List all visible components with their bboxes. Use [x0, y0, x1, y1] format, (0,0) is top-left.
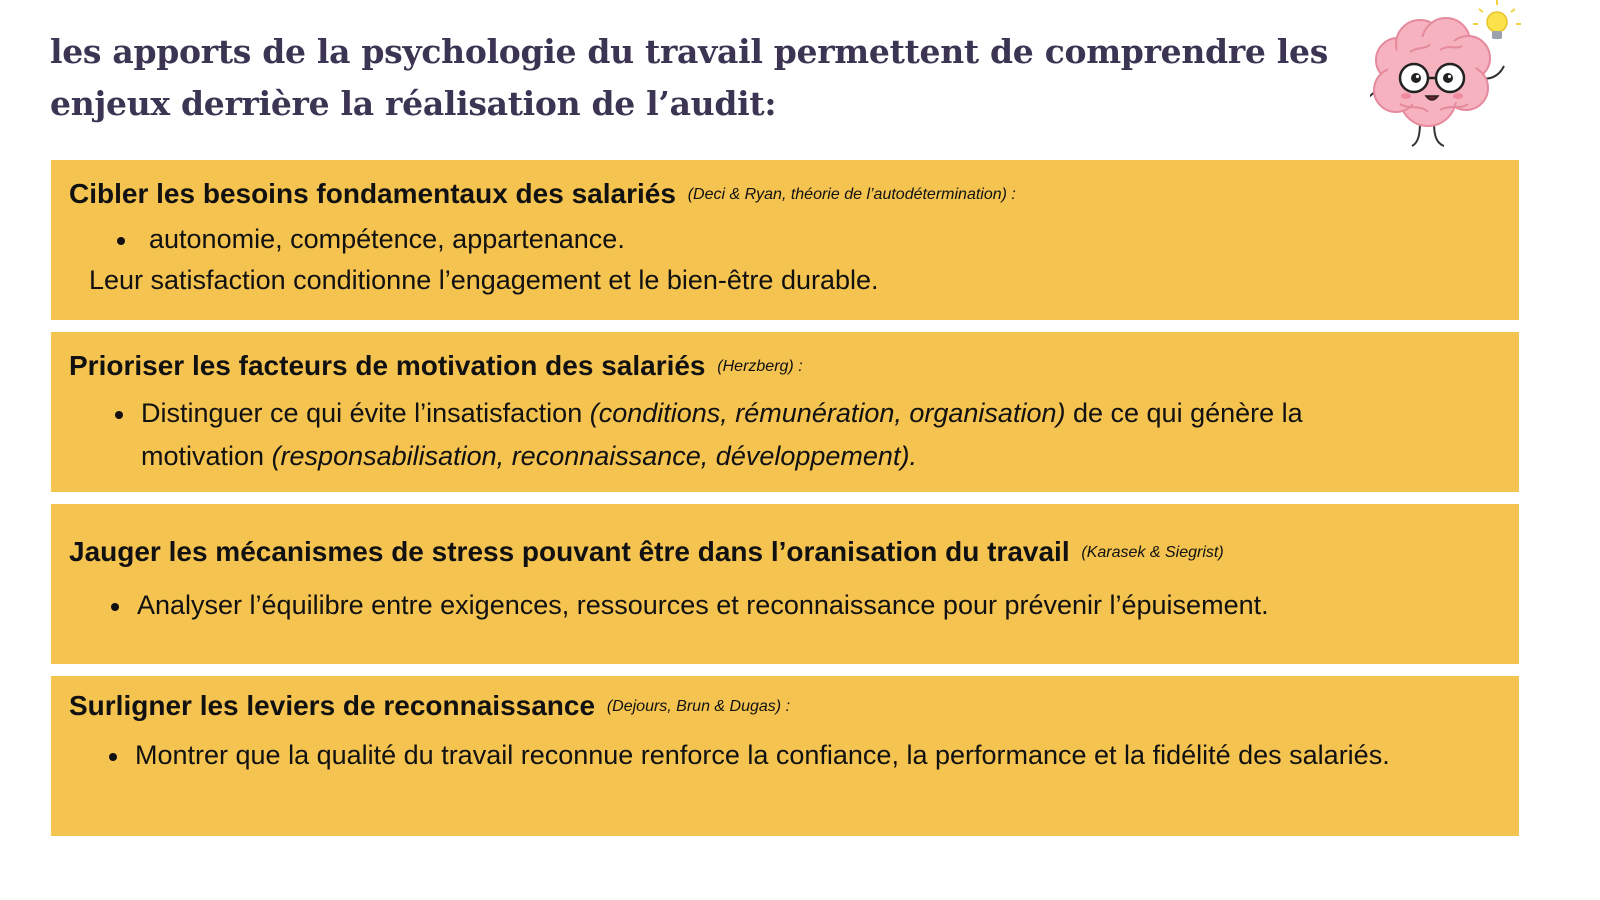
card-heading	[69, 350, 803, 382]
card-reference: (Deci & Ryan, théorie de l’autodétermination) :	[687, 186, 1016, 203]
list-item	[113, 218, 625, 261]
bullet-list	[107, 584, 1487, 627]
card-reference: (Karasek & Siegrist)	[1081, 544, 1224, 561]
list-item	[105, 734, 1395, 777]
card-basic-needs	[51, 160, 1519, 320]
card-reference: (Herzberg) :	[717, 358, 803, 375]
card-heading-text: Surligner les leviers de reconnaissance	[69, 690, 596, 721]
brain-mascot-icon	[1370, 0, 1540, 155]
bullet-text: Analyser l’équilibre entre exigences, ressources et reconnaissance pour prévenir l’épuisement.	[137, 590, 1269, 620]
bullet-text: Distinguer ce qui évite l’insatisfaction	[141, 398, 590, 428]
bullet-text-italic: (responsabilisation, reconnaissance, développement).	[271, 441, 917, 471]
list-item	[107, 584, 1487, 627]
card-heading	[69, 690, 790, 722]
card-heading	[69, 178, 1016, 210]
lightbulb-icon	[1473, 0, 1521, 39]
card-heading	[69, 536, 1224, 568]
bullet-text: autonomie, compétence, appartenance.	[149, 224, 625, 254]
bullet-text-italic: (conditions, rémunération, organisation)	[589, 398, 1066, 428]
bullet-list	[111, 392, 1431, 478]
bullet-text: Montrer que la qualité du travail reconnue renforce la confiance, la performance et la fidélité des salariés.	[135, 740, 1390, 770]
card-stress-mechanisms	[51, 504, 1519, 664]
card-heading-text: Jauger les mécanismes de stress pouvant être dans l’oranisation du travail	[69, 536, 1070, 567]
page-title: les apports de la psychologie du travail permettent de comprendre les enjeux derrière la réalisation de l’audit:	[50, 32, 1329, 123]
bullet-list	[113, 218, 625, 261]
card-reference: (Dejours, Brun & Dugas) :	[606, 698, 791, 715]
card-heading-text: Cibler les besoins fondamentaux des salariés	[69, 178, 676, 209]
bullet-text: de ce qui génère la motivation	[141, 398, 1303, 471]
card-motivation-factors	[51, 332, 1519, 492]
card-recognition-levers	[51, 676, 1519, 836]
bullet-list	[105, 734, 1395, 777]
card-note: Leur satisfaction conditionne l’engagement et le bien-être durable.	[89, 265, 879, 295]
card-heading-text: Prioriser les facteurs de motivation des salariés	[69, 350, 706, 381]
list-item	[111, 392, 1431, 478]
